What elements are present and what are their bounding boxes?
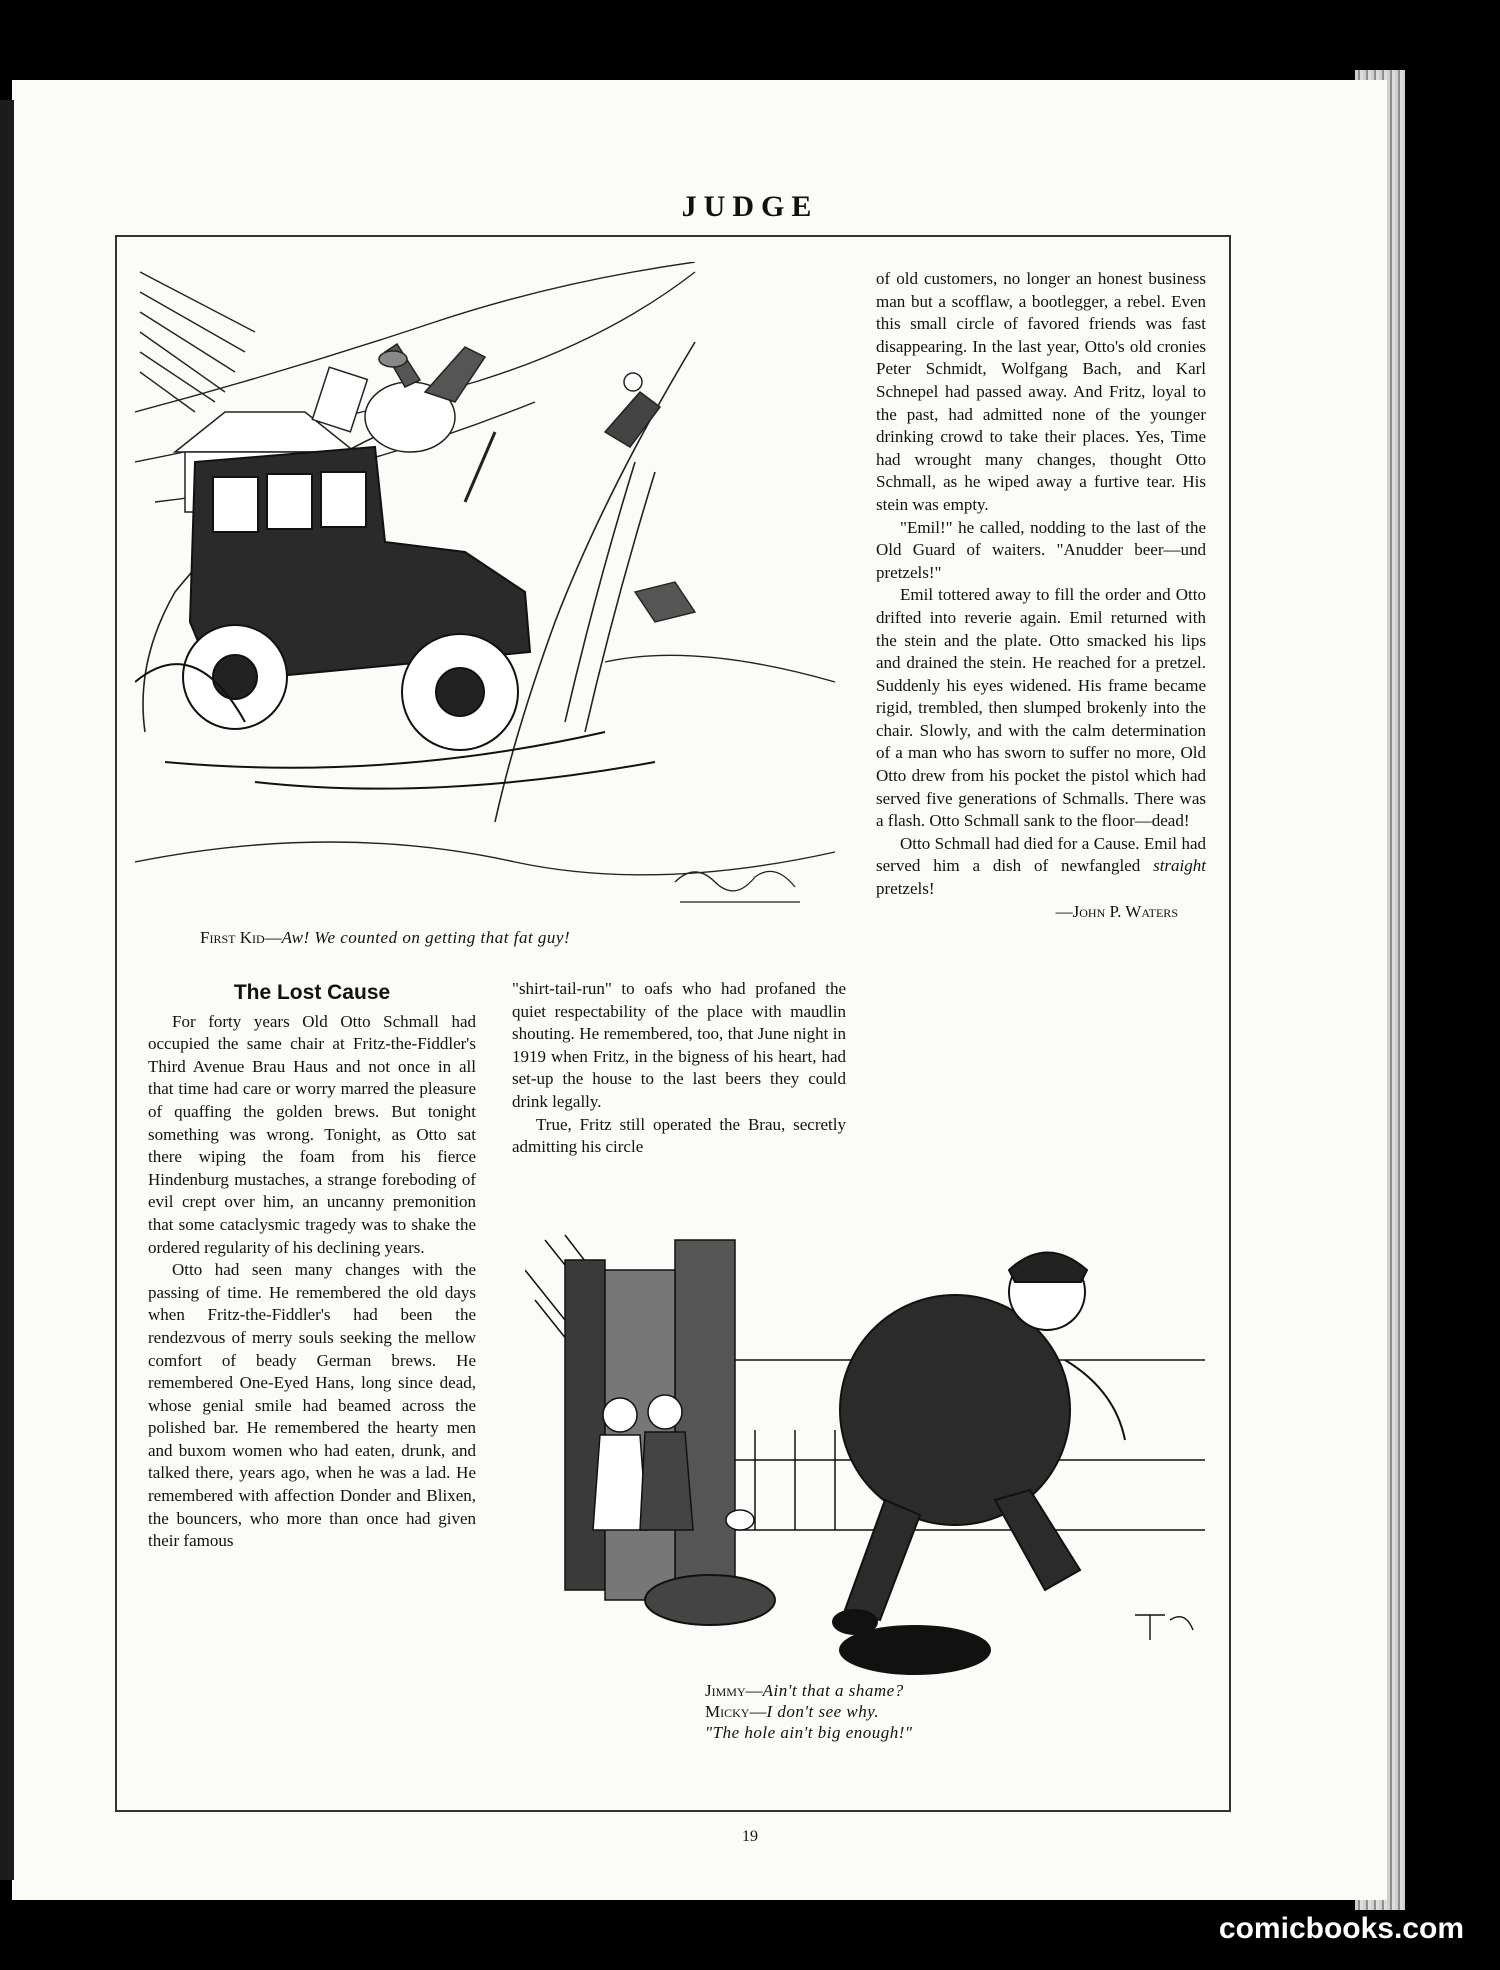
paragraph: Emil tottered away to fill the order and Otto drifted into reverie again. Emil returned with the stein and the plate. Otto smacked his lips and drained the stein. He reached for a pretzel. Suddenly his eyes widened. His frame became rigid, trembled, then slumped brokenly into the chair. Slowly, and with the calm determination of a man who has sworn to suffer no more, Old Otto drew from his pocket the pistol which had served five generations of Schmalls. There was a flash. Otto Schmall sank to the floor—dead!: [876, 585, 1206, 831]
italic-word: straight: [1153, 856, 1206, 876]
paragraph: of old customers, no longer an honest business man but a scofflaw, a bootlegger, a rebel. Even this small circle of favored friends was fast disappearing. In the last year, Otto's old cronies Peter Schmidt, Wolfgang Bach, and Karl Schnepel had passed away. And Fritz, loyal to the past, had admitted none of the younger drinking crowd to take their places. Yes, Time had wrought many changes, thought Otto Schmall, as he wiped away a furtive tear. His stein was empty.: [876, 269, 1206, 514]
page-binding: [0, 100, 14, 1880]
car-cartoon-illustration: [135, 262, 845, 922]
article-column-2: [512, 978, 846, 1159]
paragraph: For forty years Old Otto Schmall had occupied the same chair at Fritz-the-Fiddler's Third Avenue Brau Haus and not once in all that time had care or worry marred the pleasure of quaffing the golden brews. But tonight something was wrong. Tonight, as Otto sat there wiping the foam from his fierce Hindenburg mustaches, a strange foreboding of evil crept over him, an uncanny premonition that some cataclysmic tragedy was to shake the ordered regularity of his declining years.: [148, 1011, 476, 1257]
paragraph: True, Fritz still operated the Brau, secretly admitting his circle: [512, 1114, 846, 1157]
article-title: The Lost Cause: [233, 981, 391, 1004]
cartoon1-caption: [200, 928, 840, 948]
watermark-text: comicbooks.com: [1218, 1912, 1464, 1945]
paragraph: Otto had seen many changes with the passing of time. He remembered the old days when Fritz-the-Fiddler's had been the rendezvous of merry souls seeking the mellow comfort of beady German brews. He remembered One-Eyed Hans, long since dead, whose genial smile had beamed across the polished bar. He remembered the hearty men and buxom women who had eaten, drunk, and talked there, years ago, when he was a lad. He remembered with affection Donder and Blixen, the bouncers, who more than once had given their famous: [148, 1260, 476, 1551]
paragraph: "shirt-tail-run" to oafs who had profaned the quiet respectability of the place with maudlin shouting. He remembered, too, that June night in 1919 when Fritz, in the bigness of his heart, had set-up the house to the last beers they could drink legally.: [512, 979, 846, 1111]
cartoon2-caption: Jimmy—Ain't that a shame? Micky—I don't see why. "The hole ain't big enough!": [705, 1681, 913, 1742]
page-number: 19: [742, 1828, 758, 1845]
article-column-1: [148, 980, 476, 1553]
caption-speaker: First Kid—: [200, 928, 282, 947]
article-column-3: [876, 268, 1206, 923]
policeman-cartoon-illustration: [525, 1230, 1215, 1675]
byline: —John P. Waters: [1055, 901, 1178, 921]
caption-text: Aw! We counted on getting that fat guy!: [281, 928, 571, 947]
paragraph: "Emil!" he called, nodding to the last of the Old Guard of waiters. "Anudder beer—und pretzels!": [876, 517, 1206, 582]
masthead: JUDGE: [681, 190, 819, 223]
paragraph: Otto Schmall had died for a Cause. Emil had served him a dish of newfangled straight pretzels!: [876, 833, 1206, 899]
